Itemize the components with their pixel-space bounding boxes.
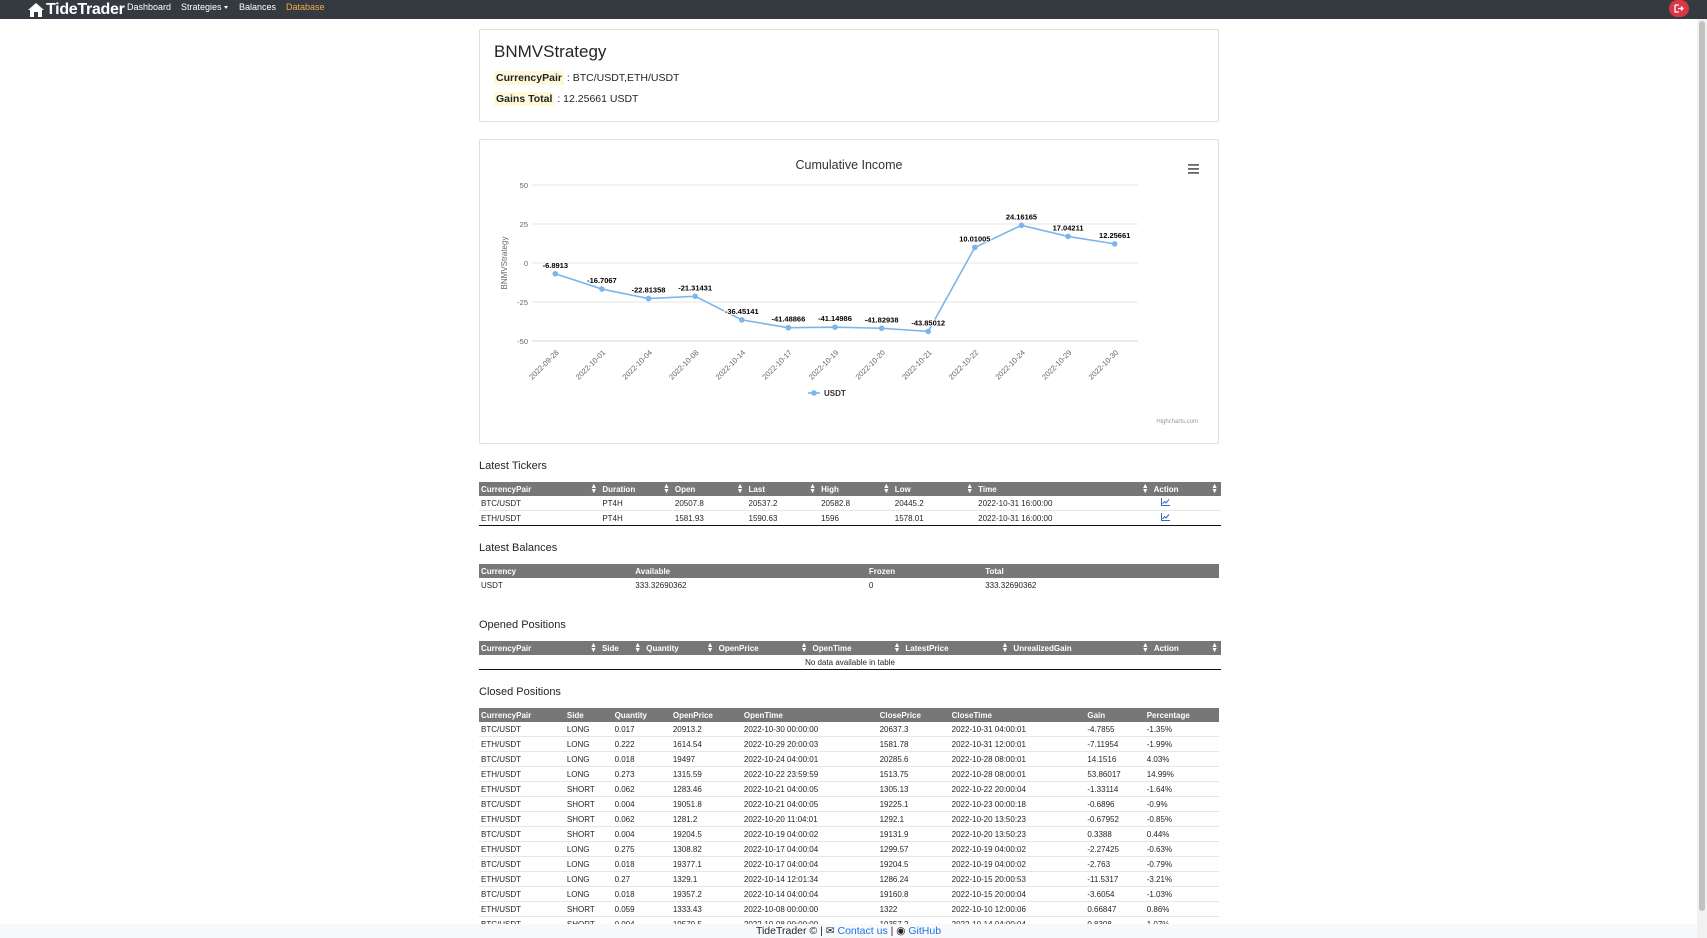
sort-icon[interactable]: ▲ ▼ bbox=[590, 642, 597, 654]
sort-icon[interactable]: ▲ ▼ bbox=[736, 483, 744, 495]
column-header-action[interactable]: Action ▲ ▼ bbox=[1152, 641, 1221, 655]
chart-menu-icon[interactable] bbox=[1188, 164, 1199, 174]
table-cell: 1305.13 bbox=[878, 782, 950, 797]
table-cell: 20537.2 bbox=[748, 498, 778, 508]
table-cell: 2022-10-31 16:00:00 bbox=[976, 511, 1151, 526]
nav-database[interactable]: Database bbox=[286, 2, 325, 12]
table-cell: 19051.8 bbox=[671, 797, 742, 812]
x-tick-label: 2022-10-20 bbox=[853, 348, 888, 382]
table-cell: 19225.1 bbox=[878, 797, 950, 812]
table-cell: 20285.6 bbox=[878, 752, 950, 767]
data-point bbox=[1019, 223, 1025, 229]
table-cell: ETH/USDT bbox=[479, 902, 565, 917]
top-navbar bbox=[0, 0, 1707, 19]
table-cell: 2022-10-17 04:00:04 bbox=[742, 842, 878, 857]
currency-pair-label: CurrencyPair bbox=[496, 72, 562, 84]
brand-name: TideTrader bbox=[46, 0, 125, 18]
table-cell: 1581.93 bbox=[673, 511, 747, 526]
x-tick-label: 2022-10-22 bbox=[946, 348, 981, 382]
data-label: -22.81358 bbox=[631, 285, 666, 295]
column-header-last[interactable]: Last ▲ ▼ bbox=[747, 482, 820, 496]
latest-balances-title: Latest Balances bbox=[479, 542, 558, 554]
table-cell: 1614.54 bbox=[671, 737, 742, 752]
table-cell: BTC/USDT bbox=[481, 724, 521, 734]
table-cell: 19204.5 bbox=[671, 827, 742, 842]
table-cell: 2022-10-28 08:00:01 bbox=[950, 767, 1086, 782]
table-cell: SHORT bbox=[565, 797, 613, 812]
table-cell: BTC/USDT bbox=[479, 827, 565, 842]
x-tick-label: 2022-10-08 bbox=[667, 348, 701, 382]
data-point bbox=[925, 329, 931, 335]
table-cell: 14.99% bbox=[1145, 767, 1219, 782]
x-tick-label: 2022-10-29 bbox=[1039, 348, 1074, 382]
tickers-table bbox=[479, 482, 1221, 526]
table-cell: 19497 bbox=[671, 752, 742, 767]
table-cell: 2022-10-19 04:00:02 bbox=[950, 842, 1086, 857]
view-chart-icon[interactable] bbox=[1152, 496, 1221, 511]
table-cell: 1322 bbox=[878, 902, 950, 917]
sort-icon[interactable]: ▲ ▼ bbox=[1141, 642, 1149, 654]
column-header-open[interactable]: Open ▲ ▼ bbox=[673, 482, 747, 496]
sort-icon[interactable]: ▲ ▼ bbox=[1001, 642, 1009, 654]
table-cell: SHORT bbox=[565, 782, 613, 797]
y-tick-label: 25 bbox=[519, 220, 528, 229]
table-cell: 1283.46 bbox=[671, 782, 742, 797]
table-cell: 2022-10-14 12:01:34 bbox=[742, 872, 878, 887]
table-cell: 0.273 bbox=[613, 767, 671, 782]
table-cell: 1578.01 bbox=[893, 511, 976, 526]
column-header-duration[interactable]: Duration ▲ ▼ bbox=[600, 482, 673, 496]
y-axis-title: BNMVStrategy bbox=[500, 236, 509, 290]
column-header-currencypair: CurrencyPair bbox=[479, 708, 565, 722]
table-cell: 0.86% bbox=[1145, 902, 1219, 917]
sort-icon[interactable]: ▲ ▼ bbox=[706, 642, 714, 654]
table-cell: 0.275 bbox=[613, 842, 671, 857]
table-cell: -2.763 bbox=[1085, 857, 1144, 872]
table-cell: LONG bbox=[565, 752, 613, 767]
table-cell: LONG bbox=[565, 737, 613, 752]
y-tick-label: -50 bbox=[517, 337, 528, 346]
column-header-high[interactable]: High ▲ ▼ bbox=[819, 482, 893, 496]
table-row bbox=[479, 722, 1219, 737]
table-cell: ETH/USDT bbox=[479, 737, 565, 752]
x-tick-label: 2022-10-24 bbox=[993, 348, 1027, 382]
closed-positions-table bbox=[479, 708, 1219, 931]
column-header-unrealizedgain[interactable]: UnrealizedGain ▲ ▼ bbox=[1011, 641, 1151, 655]
column-header-openprice: OpenPrice bbox=[671, 708, 742, 722]
column-header-time[interactable]: Time ▲ ▼ bbox=[976, 482, 1151, 496]
table-cell: 0.062 bbox=[613, 812, 671, 827]
nav-balances[interactable]: Balances bbox=[239, 2, 277, 12]
table-cell: 1333.43 bbox=[671, 902, 742, 917]
github-icon: ◉ bbox=[896, 925, 906, 937]
table-cell: -3.6054 bbox=[1085, 887, 1144, 902]
table-cell: 333.32690362 bbox=[985, 580, 1037, 590]
table-cell: 20582.8 bbox=[821, 498, 851, 508]
strategy-card bbox=[479, 29, 1219, 122]
footer bbox=[0, 924, 1697, 938]
table-cell: 1286.24 bbox=[878, 872, 950, 887]
data-point bbox=[692, 293, 698, 299]
table-cell: -0.67952 bbox=[1085, 812, 1144, 827]
table-cell: 2022-10-10 12:00:06 bbox=[950, 902, 1086, 917]
table-cell: 2022-10-20 11:04:01 bbox=[742, 812, 878, 827]
table-cell: 2022-10-22 23:59:59 bbox=[742, 767, 878, 782]
table-cell: 1281.2 bbox=[671, 812, 742, 827]
chart-title: Cumulative Income bbox=[795, 158, 903, 172]
data-label: -41.14986 bbox=[818, 314, 852, 324]
table-cell: 19131.9 bbox=[878, 827, 950, 842]
github-link[interactable]: GitHub bbox=[908, 925, 942, 937]
data-label: -41.48866 bbox=[771, 314, 806, 324]
data-point bbox=[1112, 241, 1118, 247]
currency-pair-row: CurrencyPair : BTC/USDT,ETH/USDT bbox=[496, 72, 680, 84]
sort-icon[interactable]: ▲ ▼ bbox=[590, 483, 598, 495]
nav-strategies[interactable] bbox=[181, 0, 228, 15]
table-cell: 19357.2 bbox=[671, 887, 742, 902]
closed-positions-title: Closed Positions bbox=[479, 686, 561, 698]
sort-icon[interactable]: ▲ ▼ bbox=[893, 642, 901, 654]
sort-icon[interactable]: ▲ ▼ bbox=[882, 483, 890, 495]
data-label: -16.7067 bbox=[587, 276, 617, 286]
table-cell: 2022-10-17 04:00:04 bbox=[742, 857, 878, 872]
sort-icon[interactable]: ▲ ▼ bbox=[1141, 483, 1149, 495]
balances-table bbox=[479, 564, 1219, 592]
x-tick-label: 2022-10-04 bbox=[620, 348, 654, 382]
x-tick-label: 2022-10-14 bbox=[713, 348, 748, 382]
strategy-title: BNMVStrategy bbox=[494, 42, 607, 61]
footer-brand: TideTrader bbox=[755, 925, 807, 937]
table-cell: 1581.78 bbox=[878, 737, 950, 752]
data-point bbox=[972, 245, 978, 251]
table-cell: 53.86017 bbox=[1085, 767, 1144, 782]
table-cell: LONG bbox=[565, 872, 613, 887]
data-label: -6.8913 bbox=[542, 260, 569, 270]
table-row bbox=[479, 737, 1219, 752]
column-header-side: Side bbox=[565, 708, 613, 722]
data-label: -43.85012 bbox=[911, 318, 946, 328]
table-cell: 19377.1 bbox=[671, 857, 742, 872]
table-cell: 2022-10-20 13:50:23 bbox=[950, 827, 1086, 842]
table-cell: -1.33114 bbox=[1085, 782, 1144, 797]
table-cell: USDT bbox=[481, 580, 503, 590]
table-cell: -0.63% bbox=[1145, 842, 1219, 857]
column-header-quantity: Quantity bbox=[613, 708, 671, 722]
table-cell: PT4H bbox=[600, 511, 673, 526]
x-tick-label: 2022-10-19 bbox=[806, 348, 841, 382]
table-cell: LONG bbox=[565, 887, 613, 902]
column-header-frozen: Frozen bbox=[867, 564, 983, 578]
sort-icon[interactable]: ▲ ▼ bbox=[809, 483, 817, 495]
table-row bbox=[479, 767, 1219, 782]
table-row bbox=[479, 752, 1219, 767]
table-cell: -0.79% bbox=[1145, 857, 1219, 872]
column-header-closetime: CloseTime bbox=[950, 708, 1086, 722]
column-header-available: Available bbox=[633, 564, 867, 578]
table-cell: 2022-10-31 04:00:01 bbox=[951, 724, 1026, 734]
table-cell: 2022-10-23 00:00:18 bbox=[950, 797, 1086, 812]
footer-separator-2: | bbox=[890, 925, 894, 937]
data-point bbox=[599, 286, 605, 292]
table-row bbox=[479, 887, 1219, 902]
table-cell: BTC/USDT bbox=[479, 887, 565, 902]
contact-us-link[interactable]: Contact us bbox=[837, 925, 888, 937]
table-cell: 19160.8 bbox=[878, 887, 950, 902]
table-cell: -4.7855 bbox=[1087, 724, 1115, 734]
table-cell: ETH/USDT bbox=[479, 511, 600, 526]
table-cell: 2022-10-31 16:00:00 bbox=[978, 498, 1053, 508]
home-icon bbox=[28, 3, 44, 17]
table-cell: 20507.8 bbox=[674, 498, 704, 508]
table-cell: -1.03% bbox=[1145, 887, 1219, 902]
table-cell: -0.6896 bbox=[1085, 797, 1144, 812]
data-point bbox=[832, 324, 838, 330]
table-row bbox=[479, 812, 1219, 827]
table-cell: 2022-10-19 04:00:02 bbox=[950, 857, 1086, 872]
table-cell: 0.059 bbox=[613, 902, 671, 917]
table-cell: ETH/USDT bbox=[479, 782, 565, 797]
table-cell: ETH/USDT bbox=[479, 767, 565, 782]
table-cell: -7.11954 bbox=[1085, 737, 1144, 752]
table-cell: 20637.3 bbox=[879, 724, 909, 734]
chart-card bbox=[479, 139, 1219, 444]
sort-icon[interactable]: ▲ ▼ bbox=[966, 483, 974, 495]
data-point bbox=[1065, 234, 1071, 240]
column-header-opentime: OpenTime bbox=[742, 708, 878, 722]
data-label: 24.16165 bbox=[1005, 212, 1038, 222]
table-cell: 14.1516 bbox=[1085, 752, 1144, 767]
table-cell: SHORT bbox=[565, 812, 613, 827]
table-cell: 2022-10-19 04:00:02 bbox=[742, 827, 878, 842]
table-cell: 1596 bbox=[819, 511, 893, 526]
table-cell: LONG bbox=[566, 724, 590, 734]
table-cell: 2022-10-08 00:00:00 bbox=[742, 902, 878, 917]
data-point bbox=[646, 296, 652, 302]
footer-separator: | bbox=[820, 925, 823, 937]
table-cell: 0.004 bbox=[613, 827, 671, 842]
opened-positions-table bbox=[479, 641, 1221, 670]
table-cell: BTC/USDT bbox=[481, 498, 521, 508]
table-cell: -1.35% bbox=[1146, 724, 1173, 734]
sort-icon[interactable]: ▲ ▼ bbox=[1211, 483, 1218, 495]
table-cell: 0.018 bbox=[613, 887, 671, 902]
legend-marker bbox=[811, 390, 817, 396]
table-row bbox=[479, 857, 1219, 872]
table-cell: 0.018 bbox=[613, 857, 671, 872]
column-header-total: Total bbox=[983, 564, 1219, 578]
table-cell: -0.9% bbox=[1145, 797, 1219, 812]
table-row bbox=[479, 578, 1219, 592]
table-row bbox=[479, 797, 1219, 812]
currency-pair-value: BTC/USDT,ETH/USDT bbox=[572, 72, 680, 84]
table-cell: 2022-10-15 20:00:04 bbox=[950, 887, 1086, 902]
table-cell: 2022-10-21 04:00:05 bbox=[742, 782, 878, 797]
table-cell: PT4H bbox=[602, 498, 623, 508]
column-header-action[interactable]: Action ▲ ▼ bbox=[1152, 482, 1221, 496]
sort-icon[interactable]: ▲ ▼ bbox=[1211, 642, 1218, 654]
table-cell: SHORT bbox=[565, 902, 613, 917]
table-cell: 0.44% bbox=[1145, 827, 1219, 842]
table-cell: ETH/USDT bbox=[479, 812, 565, 827]
nav-strategies-label: Strategies bbox=[181, 2, 222, 12]
table-row bbox=[479, 496, 1221, 511]
data-label: -21.31431 bbox=[678, 283, 713, 293]
column-header-opentime[interactable]: OpenTime ▲ ▼ bbox=[811, 641, 904, 655]
envelope-icon: ✉ bbox=[825, 925, 835, 937]
table-cell: 2022-10-31 12:00:01 bbox=[950, 737, 1086, 752]
column-header-quantity[interactable]: Quantity ▲ ▼ bbox=[644, 641, 716, 655]
scrollbar-thumb[interactable] bbox=[1699, 21, 1705, 911]
table-cell: 0.3388 bbox=[1085, 827, 1144, 842]
column-header-latestprice[interactable]: LatestPrice ▲ ▼ bbox=[903, 641, 1011, 655]
column-header-currencypair[interactable]: CurrencyPair ▲ ▼ bbox=[479, 641, 600, 655]
table-cell: -1.64% bbox=[1145, 782, 1219, 797]
empty-table-message: No data available in table bbox=[805, 657, 895, 667]
table-cell: 0.017 bbox=[614, 724, 635, 734]
table-cell: 2022-10-15 20:00:53 bbox=[950, 872, 1086, 887]
table-cell: 1590.63 bbox=[747, 511, 820, 526]
table-cell: 2022-10-24 04:00:01 bbox=[742, 752, 878, 767]
table-cell: LONG bbox=[565, 857, 613, 872]
table-cell: 1308.82 bbox=[671, 842, 742, 857]
data-label: 10.01005 bbox=[959, 234, 991, 244]
table-cell: LONG bbox=[565, 842, 613, 857]
table-cell: 2022-10-21 04:00:05 bbox=[742, 797, 878, 812]
table-cell: 2022-10-28 08:00:01 bbox=[950, 752, 1086, 767]
table-cell: BTC/USDT bbox=[479, 797, 565, 812]
x-tick-label: 2022-09-28 bbox=[527, 348, 561, 382]
column-header-side[interactable]: Side ▲ ▼ bbox=[600, 641, 644, 655]
y-tick-label: 50 bbox=[519, 181, 528, 190]
caret-down-icon bbox=[224, 6, 228, 9]
data-label: -41.82938 bbox=[864, 315, 899, 325]
sort-icon[interactable]: ▲ ▼ bbox=[800, 642, 808, 654]
nav-dashboard[interactable]: Dashboard bbox=[127, 2, 172, 12]
table-cell: 0.062 bbox=[613, 782, 671, 797]
table-cell: 1315.59 bbox=[671, 767, 742, 782]
table-cell: 1329.1 bbox=[671, 872, 742, 887]
gains-total-value: 12.25661 USDT bbox=[563, 93, 639, 105]
table-cell: 1292.1 bbox=[878, 812, 950, 827]
chart-credits: Highcharts.com bbox=[1156, 419, 1198, 425]
column-header-openprice[interactable]: OpenPrice ▲ ▼ bbox=[717, 641, 811, 655]
sort-icon[interactable]: ▲ ▼ bbox=[662, 483, 670, 495]
table-cell: 4.03% bbox=[1145, 752, 1219, 767]
table-cell: ETH/USDT bbox=[479, 842, 565, 857]
gains-total-label: Gains Total bbox=[496, 93, 553, 105]
table-cell: 1513.75 bbox=[878, 767, 950, 782]
sort-icon[interactable]: ▲ ▼ bbox=[634, 642, 642, 654]
table-cell: 0.004 bbox=[613, 797, 671, 812]
cumulative-income-chart bbox=[480, 140, 1218, 443]
table-cell: -11.5317 bbox=[1085, 872, 1144, 887]
brand-logo[interactable] bbox=[28, 0, 125, 19]
table-cell: 2022-10-22 20:00:04 bbox=[950, 782, 1086, 797]
table-cell: 1299.57 bbox=[878, 842, 950, 857]
table-cell: 2022-10-30 00:00:00 bbox=[743, 724, 819, 734]
data-label: 12.25661 bbox=[1099, 230, 1131, 240]
column-header-currencypair[interactable]: CurrencyPair ▲ ▼ bbox=[479, 482, 600, 496]
page-scrollbar[interactable] bbox=[1697, 19, 1707, 938]
x-tick-label: 2022-10-17 bbox=[760, 348, 794, 382]
legend-label[interactable]: USDT bbox=[824, 389, 846, 398]
table-cell: 0.27 bbox=[613, 872, 671, 887]
data-label: 17.04211 bbox=[1052, 223, 1084, 233]
table-row bbox=[479, 782, 1219, 797]
table-row bbox=[479, 511, 1221, 526]
table-row bbox=[479, 842, 1219, 857]
data-point bbox=[879, 325, 885, 331]
view-chart-icon[interactable] bbox=[1152, 511, 1221, 526]
table-cell: 2022-10-14 04:00:04 bbox=[742, 887, 878, 902]
table-cell: SHORT bbox=[565, 827, 613, 842]
column-header-gain: Gain bbox=[1085, 708, 1144, 722]
data-label: -36.45141 bbox=[724, 306, 759, 316]
table-cell: 333.32690362 bbox=[635, 580, 687, 590]
table-cell: -0.85% bbox=[1145, 812, 1219, 827]
table-cell: 20445.2 bbox=[894, 498, 924, 508]
table-cell: 0.66847 bbox=[1085, 902, 1144, 917]
copyright-icon: © bbox=[809, 925, 818, 937]
y-tick-label: 0 bbox=[523, 259, 528, 268]
table-row bbox=[479, 827, 1219, 842]
table-cell: 2022-10-20 13:50:23 bbox=[950, 812, 1086, 827]
table-cell: -1.99% bbox=[1145, 737, 1219, 752]
table-cell: 20913.2 bbox=[672, 724, 702, 734]
table-row bbox=[479, 872, 1219, 887]
table-cell: -3.21% bbox=[1145, 872, 1219, 887]
column-header-currency: Currency bbox=[479, 564, 633, 578]
sign-out-icon[interactable] bbox=[1669, 0, 1689, 17]
opened-positions-title: Opened Positions bbox=[479, 619, 566, 631]
table-row bbox=[479, 902, 1219, 917]
gains-total-row: Gains Total : 12.25661 USDT bbox=[496, 93, 639, 105]
table-cell: 19204.5 bbox=[878, 857, 950, 872]
column-header-percentage: Percentage bbox=[1145, 708, 1219, 722]
table-cell: 0.018 bbox=[613, 752, 671, 767]
table-cell: BTC/USDT bbox=[479, 752, 565, 767]
x-tick-label: 2022-10-21 bbox=[900, 348, 934, 382]
data-point bbox=[739, 317, 745, 323]
latest-tickers-title: Latest Tickers bbox=[479, 460, 547, 472]
column-header-low[interactable]: Low ▲ ▼ bbox=[893, 482, 976, 496]
x-tick-label: 2022-10-30 bbox=[1086, 348, 1121, 382]
data-point bbox=[786, 325, 792, 331]
y-tick-label: -25 bbox=[517, 298, 528, 307]
table-cell: 0.222 bbox=[613, 737, 671, 752]
table-cell: ETH/USDT bbox=[479, 872, 565, 887]
table-cell: 2022-10-29 20:00:03 bbox=[742, 737, 878, 752]
x-tick-label: 2022-10-01 bbox=[573, 348, 608, 382]
table-cell: 0 bbox=[868, 580, 874, 590]
table-cell: -2.27425 bbox=[1085, 842, 1144, 857]
table-cell: BTC/USDT bbox=[479, 857, 565, 872]
data-point bbox=[553, 271, 559, 277]
table-cell: LONG bbox=[565, 767, 613, 782]
column-header-closeprice: ClosePrice bbox=[878, 708, 950, 722]
